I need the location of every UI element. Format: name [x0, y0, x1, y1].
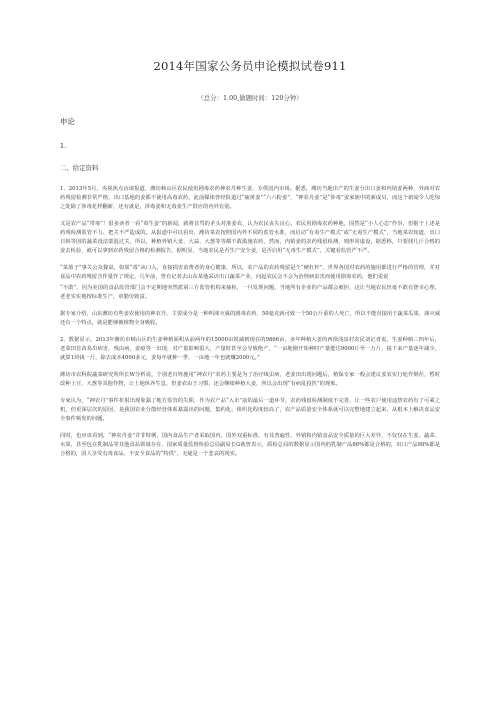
paragraph: 专家认为，“神农丹”事件折射出现象露了地方监管的失职，作为农产品“入市”前的最后一道环节，农药残留检测制度不完善，让一些农户使用违禁农药有了可乘之机，但更深层次的原因，是我国农业分散经营体系暴露出的问题，集约化、组织化程度较高了，农产品质量安全体系就可以完整地建立起来，从根本上解决食品安全事件频发的问题。 — [60, 398, 440, 422]
paragraph: 又是农产品“带毒”！很多读者一看“毒生姜”的新闻，就将首骂的矛头对准姜农，认为农民丧失良心。农民用剧毒农药种地，固然是“小人心态”作祟，但据于上述是药残检测监管不力、把关不严造成的。从报道中可以看出，潍坊菜农按照国内外不同的监管水准，而启动“有毒生产模式”或“无毒生产模式”，当地菜农知道，出口日韩等国的蔬菜没法蒙混过关，所以，种植外销大姜、大蒜、大葱等等都不敢滥施农药，然而，内销姜的农药残留检测，则形同虚设，据悉称，只要找几斤合格的姜去检验，就可以拿到农药残留合格的检测报告，据明显，当地农民是否生产安全姜，是否启用“无毒生产模式”，关键看监管严不严。 — [60, 221, 440, 254]
paragraph: 据专家介绍，山东潍坊有些姜农使用的神农丹，主要成分是一种叫涕灭威的剧毒农药，50毫克就可致一个50公斤重的人死亡，所以不能直接用于蔬菜瓜果，涕灭威还有一个特点，就是能够被植物全身吸收。 — [60, 311, 440, 326]
paragraph: “不敢”，因为美国的食品监管部门会不定期地突然派第三方监管机构来抽检，一旦发现问题，当地所有企业的产品都会被拒，这让当地农民丝毫不敢有侥幸心理，老老实实地按标准生产，章勤劳致富。 — [60, 285, 440, 300]
paragraph: 1．2013年5月，央视焦点访谈报道，潍坊峡山区农民使用剧毒农药神农丹种生姜，专供国内市场。据悉，潍坊当地出产的生姜分出口姜和内销姜两种，外商对农药残留检测非常严格，出口基地的姜都不使用高毒农药，此前媒体曾经报道过“硫黄姜”“六六粉姜”，“神农丹姜”是“涉毒”姜家族中的新成员，而这个新闻令人吃惊之处除了涉毒花样翻新，还有就是，涉毒姜和无毒姜生产供应的内外有别。 — [60, 186, 440, 210]
paragraph: 同时，也应该看到，“神农丹姜”并非特例，国内食品生产者采取国内、国外双重标准，有其普遍性，外销和内销食品安全质量的巨大差异，不仅仅在生姜、蔬菜、水果，甚至包在乳制品等其他食品领域存在，国家质量监督检验总局副局长G就曾表示，质检总局的数据显示国内的乳制产品86%都是合格的，出口产品98%都是合格的，国人享受有毒食品、不安全食品的“特供”，无疑是一个悲哀的现实。 — [60, 433, 440, 457]
question-number: 1. — [60, 142, 67, 150]
page-title: 2014年国家公务员申论模拟试卷911 — [153, 59, 347, 73]
exam-meta: （总分：1.00,做题时间：120分钟） — [197, 94, 303, 102]
paragraph: “菜篮子”事关公众餐桌，如果“毒”从口入，直接损害消费者的身心健康，所以，农产品的农药残留是个“硬杠杆”，世界各国对农药的施用都进行严格的管理，并对食品中农药残留含作量作了规定，几年前，曾有记者去山东某地采访出口蔬菜产业，问起农民会不会为治理病虫害而使用剧毒农药，他们说说 — [60, 265, 440, 280]
paragraph: 潍坊市农科院蔬菜研究所所长W分析说，个别老百姓施用“神农丹”农药主要是为了治疗线虫病，老姜田出现问题后，植保专家一般会建议姜农实行轮作倒茬，暂时改种土豆、大葱等其他作物，让土地休养生息，但姜农由于习惯，还会继续种植大姜，所以会出现“有病乱投医”的现象。 — [60, 372, 440, 387]
section-heading: 申论 — [60, 117, 75, 126]
material-heading: 二、给定资料 — [60, 164, 99, 172]
paragraph: 2．数据显示，2013年潍坊市峡山区的生姜种植面积从前两年的15000亩锐减到现在的9866亩，多年种植大姜的西徐浅泉村农民刘记者说，生姜种植三四年后，老菜田首苗易出病害，残由病，姜瘟等一出现，对产量影响很大，产量时甚至会导致绝产，“一亩地刚开始种时产量能达9000斤至一万斤，接下来产量逐年减少，就算1块钱一斤，除去成本4000多元，姜每年就种一季，一亩地一年也就赚2000元。” — [60, 337, 440, 361]
